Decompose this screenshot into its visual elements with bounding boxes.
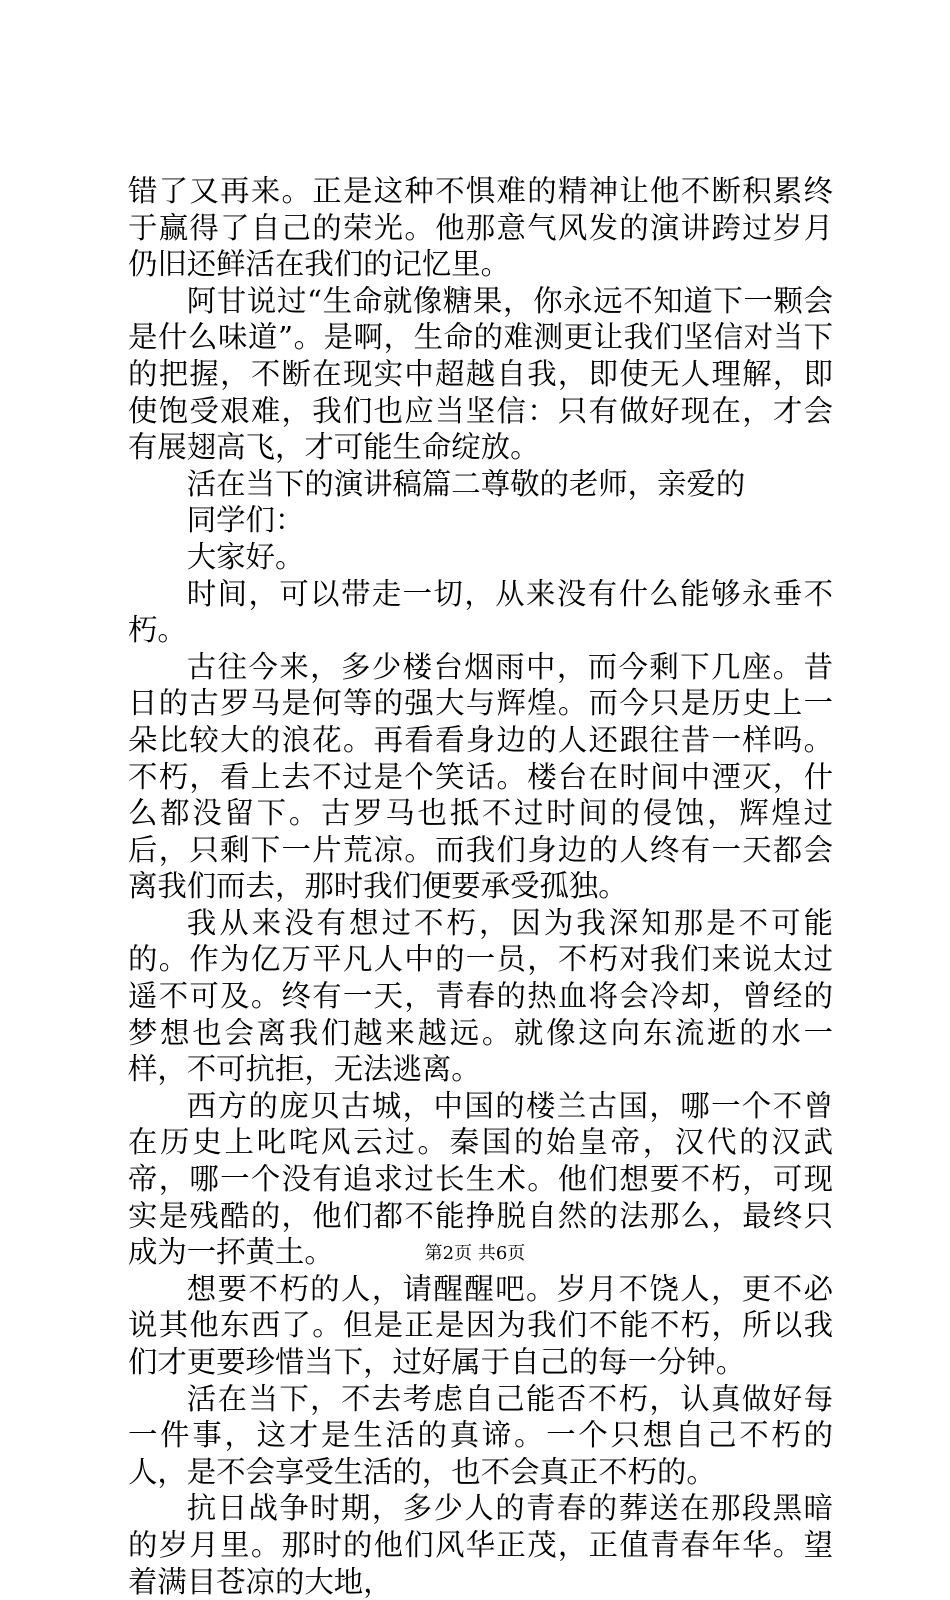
paragraph: 大家好。 (186, 539, 305, 574)
document-body (128, 173, 833, 1600)
paragraph: 活在当下的演讲稿篇二尊敬的老师，亲爱的 (186, 466, 746, 501)
paragraph: 时间，可以带走一切，从来没有什么能够永垂不朽。 (128, 576, 833, 648)
paragraph: 阿甘说过“生命就像糖果，你永远不知道下一颗会是什么味道”。是啊，生命的难测更让我们坚信对当下的把握，不断在现实中超越自我，即使无人理解，即使饱受艰难，我们也应当坚信：只有做好现在，才会有展翅高飞，才可能生命绽放。 (128, 283, 833, 465)
paragraph: 同学们： (186, 503, 305, 538)
paragraph: 活在当下，不去考虑自己能否不朽，认真做好每一件事，这才是生活的真谛。一个只想自己不朽的人，是不会享受生活的，也不会真正不朽的。 (128, 1381, 833, 1489)
page-footer (0, 1243, 950, 1265)
page-number: 第2页 (424, 1243, 473, 1264)
paragraph: 西方的庞贝古城，中国的楼兰古国，哪一个不曾在历史上叱咤风云过。秦国的始皇帝，汉代的汉武帝，哪一个没有追求过长生术。他们想要不朽，可现实是残酷的，他们都不能挣脱自然的法那么，最终只成为一抔黄土。 (128, 1088, 833, 1270)
paragraph: 我从来没有想过不朽，因为我深知那是不可能的。作为亿万平凡人中的一员，不朽对我们来说太过遥不可及。终有一天，青春的热血将会冷却，曾经的梦想也会离我们越来越远。就像这向东流逝的水一样，不可抗拒，无法逃离。 (128, 905, 833, 1087)
paragraph: 想要不朽的人，请醒醒吧。岁月不饶人，更不必说其他东西了。但是正是因为我们不能不朽，所以我们才更要珍惜当下，过好属于自己的每一分钟。 (128, 1271, 833, 1379)
paragraph: 古往今来，多少楼台烟雨中，而今剩下几座。昔日的古罗马是何等的强大与辉煌。而今只是历史上一朵比较大的浪花。再看看身边的人还跟往昔一样吗。不朽，看上去不过是个笑话。楼台在时间中湮灭，什么都没留下。古罗马也抵不过时间的侵蚀，辉煌过后，只剩下一片荒凉。而我们身边的人终有一天都会离我们而去，那时我们便要承受孤独。 (128, 649, 833, 904)
page-total: 共6页 (477, 1243, 526, 1264)
paragraph: 抗日战争时期，多少人的青春的葬送在那段黑暗的岁月里。那时的他们风华正茂，正值青春年华。望着满目苍凉的大地， (128, 1491, 833, 1599)
paragraph: 错了又再来。正是这种不惧难的精神让他不断积累终于赢得了自己的荣光。他那意气风发的演讲跨过岁月仍旧还鲜活在我们的记忆里。 (128, 174, 833, 282)
